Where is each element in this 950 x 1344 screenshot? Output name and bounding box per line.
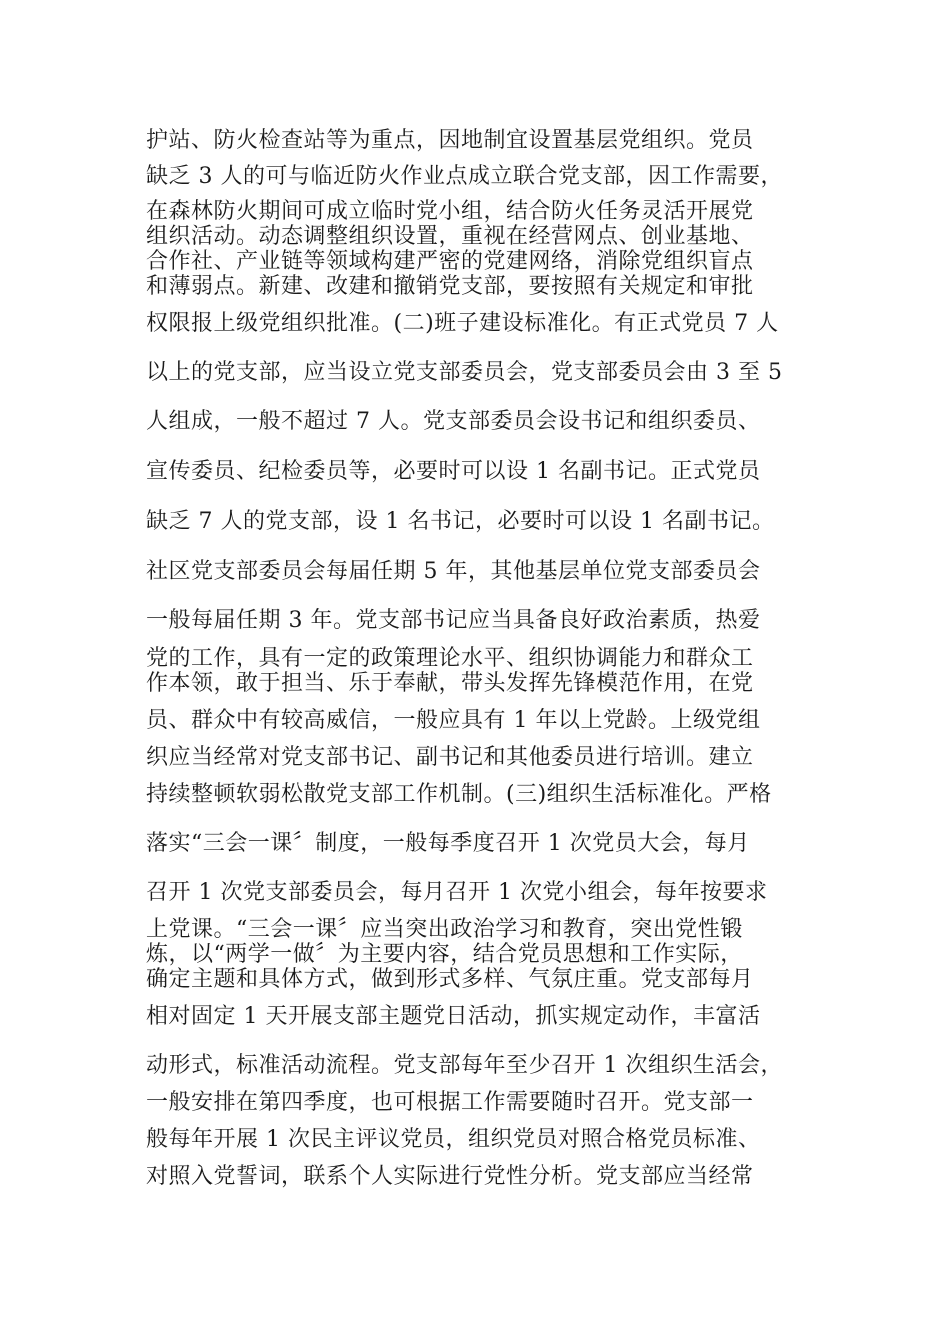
text-line: 作本领，敢于担当、乐于奉献，带头发挥先锋模范作用，在党 — [146, 671, 754, 696]
text-line: 合作社、产业链等领域构建严密的党建网络，消除党组织盲点 — [146, 249, 754, 274]
text-line: 确定主题和具体方式，做到形式多样、气氛庄重。党支部每月 — [146, 967, 754, 992]
text-line: 相对固定 1 天开展支部主题党日活动，抓实规定动作，丰富活 — [146, 1004, 761, 1029]
text-line: 以上的党支部，应当设立党支部委员会，党支部委员会由 3 至 5 — [146, 360, 783, 385]
text-line: 缺乏 3 人的可与临近防火作业点成立联合党支部，因工作需要， — [146, 164, 783, 189]
text-line: 动形式，标准活动流程。党支部每年至少召开 1 次组织生活会， — [146, 1053, 783, 1078]
text-line: 社区党支部委员会每届任期 5 年，其他基层单位党支部委员会 — [146, 559, 761, 584]
text-line: 人组成，一般不超过 7 人。党支部委员会设书记和组织委员、 — [146, 409, 761, 434]
text-line: 护站、防火检查站等为重点，因地制宜设置基层党组织。党员 — [146, 128, 754, 153]
text-line: 在森林防火期间可成立临时党小组，结合防火任务灵活开展党 — [146, 199, 754, 224]
text-line: 宣传委员、纪检委员等，必要时可以设 1 名副书记。正式党员 — [146, 459, 761, 484]
text-line: 员、群众中有较高威信，一般应具有 1 年以上党龄。上级党组 — [146, 708, 761, 733]
text-line: 落实“三会一课〞制度，一般每季度召开 1 次党员大会，每月 — [146, 831, 750, 856]
text-line: 织应当经常对党支部书记、副书记和其他委员进行培训。建立 — [146, 745, 754, 770]
text-line: 党的工作，具有一定的政策理论水平、组织协调能力和群众工 — [146, 646, 754, 671]
text-line: 一般安排在第四季度，也可根据工作需要随时召开。党支部一 — [146, 1090, 754, 1115]
text-line: 持续整顿软弱松散党支部工作机制。(三)组织生活标准化。严格 — [146, 782, 772, 807]
text-line: 般每年开展 1 次民主评议党员，组织党员对照合格党员标准、 — [146, 1127, 761, 1152]
text-line: 炼，以“两学一做〞为主要内容，结合党员思想和工作实际， — [146, 942, 743, 967]
text-line: 一般每届任期 3 年。党支部书记应当具备良好政治素质，热爱 — [146, 608, 761, 633]
text-line: 缺乏 7 人的党支部，设 1 名书记，必要时可以设 1 名副书记。 — [146, 509, 775, 534]
text-line: 对照入党誓词，联系个人实际进行党性分析。党支部应当经常 — [146, 1164, 754, 1189]
text-line: 上党课。“三会一课〞应当突出政治学习和教育，突出党性锻 — [146, 917, 743, 942]
text-line: 组织活动。动态调整组织设置，重视在经营网点、创业基地、 — [146, 224, 754, 249]
text-line: 权限报上级党组织批准。(二)班子建设标准化。有正式党员 7 人 — [146, 311, 779, 336]
text-line: 召开 1 次党支部委员会，每月召开 1 次党小组会，每年按要求 — [146, 880, 768, 905]
text-line: 和薄弱点。新建、改建和撤销党支部，要按照有关规定和审批 — [146, 274, 754, 299]
